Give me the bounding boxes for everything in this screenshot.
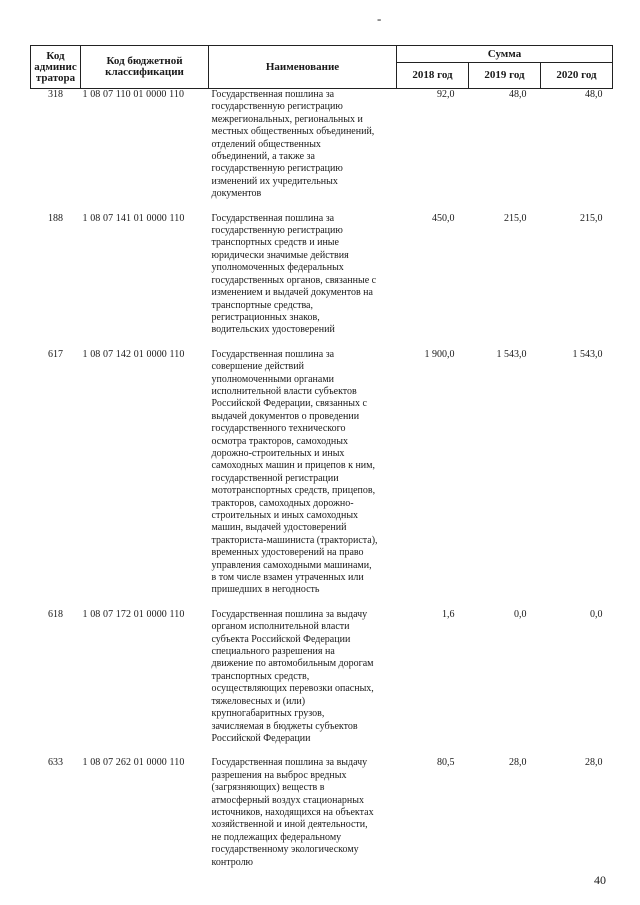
name-line: Российской Федерации, связанных с — [211, 398, 367, 410]
name-cell — [209, 89, 397, 213]
table-row — [31, 213, 613, 349]
name-line: документов — [211, 188, 262, 200]
amount-2020-cell: 28,0 — [585, 757, 603, 769]
name-line: в том числе взамен утраченных или — [211, 572, 364, 584]
name-line: выдачей документов о проведении — [211, 410, 360, 422]
amount-2018-cell: 450,0 — [432, 212, 455, 224]
name-line: государственному экологическому — [211, 844, 359, 856]
header-year-2020: 2020 год — [541, 63, 613, 89]
name-line: транспортных средств, — [211, 670, 310, 682]
admin-code-cell: 318 — [48, 89, 63, 100]
kbk-code-cell: 1 08 07 110 01 0000 110 — [82, 89, 185, 100]
name-line: исполнительной власти субъектов — [211, 385, 357, 397]
name-line: органом исполнительной власти — [211, 621, 350, 633]
name-line: Государственная пошлина за выдачу — [211, 757, 368, 769]
name-line: движение по автомобильным дорогам — [211, 658, 374, 670]
name-cell — [209, 609, 397, 757]
name-line: не подлежащих федеральному — [211, 831, 342, 843]
name-line: государственных органов, связанные с — [211, 274, 377, 286]
name-line: транспортные средства, — [211, 299, 313, 311]
amount-2018-cell: 80,5 — [437, 757, 455, 769]
name-line: источников, находящихся на объектах — [211, 806, 374, 818]
amount-2019-cell: 0,0 — [514, 608, 527, 620]
name-line: Российской Федерации — [211, 732, 311, 744]
name-line: осуществляющих перевозки опасных, — [211, 683, 374, 695]
admin-code-cell: 633 — [48, 757, 63, 769]
header-year-2018: 2018 год — [397, 63, 469, 89]
amount-2018-cell: 1,6 — [442, 608, 455, 620]
amount-2019-cell: 48,0 — [509, 89, 527, 100]
header-name: Наименование — [209, 46, 397, 89]
name-line: государственную регистрацию — [211, 101, 343, 113]
admin-code-cell: 617 — [48, 348, 63, 360]
name-line: юридически значимые действия — [211, 249, 349, 261]
amount-2020-cell: 215,0 — [580, 212, 603, 224]
name-cell — [209, 213, 397, 349]
name-line: объединений, а также за — [211, 151, 315, 163]
name-line: Государственная пошлина за выдачу — [211, 608, 368, 620]
name-line: Государственная пошлина за — [211, 212, 335, 224]
name-line: уполномоченных федеральных — [211, 262, 344, 274]
amount-2020-cell: 1 543,0 — [572, 348, 603, 360]
name-line: атмосферный воздух стационарных — [211, 794, 364, 806]
name-line: зачисляемая в бюджеты субъектов — [211, 720, 358, 732]
name-line: Государственная пошлина за — [211, 89, 335, 100]
name-line: контролю — [211, 856, 254, 868]
name-line: тракториста-машиниста (тракториста), — [211, 534, 378, 546]
amount-2019-cell: 1 543,0 — [496, 348, 527, 360]
name-line: тракторов, самоходных дорожно- — [211, 497, 354, 509]
header-kbk-code: Код бюджетной классификации — [81, 46, 209, 89]
name-line: строительных и иных самоходных — [211, 510, 359, 521]
name-line: отделений общественных — [211, 138, 321, 150]
name-line: государственной регистрации — [211, 472, 339, 484]
admin-code-cell: 188 — [48, 212, 63, 224]
name-line: мототранспортных средств, прицепов, — [211, 485, 376, 497]
amount-2020-cell: 48,0 — [585, 89, 603, 100]
name-line: дорожно-строительных и иных — [211, 447, 345, 459]
name-line: специального разрешения на — [211, 646, 335, 658]
name-line: разрешения на выброс вредных — [211, 769, 347, 781]
name-line: местных общественных объединений, — [211, 126, 375, 138]
name-line: регистрационных знаков, — [211, 311, 320, 323]
name-line: государственного технического — [211, 423, 346, 435]
amount-2018-cell: 92,0 — [437, 89, 455, 100]
name-line: изменений их учредительных — [211, 175, 338, 187]
name-line: (загрязняющих) веществ в — [211, 782, 325, 794]
amount-2020-cell: 0,0 — [590, 608, 603, 620]
header-sum: Сумма — [397, 46, 613, 63]
name-line: крупногабаритных грузов, — [211, 708, 325, 720]
name-line: тяжеловесных и (или) — [211, 695, 306, 707]
name-line: государственную регистрацию — [211, 163, 343, 175]
name-line: пришедших в негодность — [211, 584, 320, 596]
amount-2019-cell: 215,0 — [504, 212, 527, 224]
kbk-code-cell: 1 08 07 142 01 0000 110 — [82, 348, 185, 360]
name-line: водительских удостоверений — [211, 324, 335, 336]
name-line: транспортных средств и иные — [211, 237, 339, 249]
table-row — [31, 609, 613, 757]
name-line: машин, выдачей удостоверений — [211, 522, 347, 534]
name-line: субъекта Российской Федерации — [211, 633, 351, 645]
kbk-code-cell: 1 08 07 262 01 0000 110 — [82, 757, 185, 769]
name-line: государственную регистрацию — [211, 225, 343, 237]
budget-revenue-table — [30, 45, 613, 869]
table-row — [31, 349, 613, 609]
amount-2018-cell: 1 900,0 — [424, 348, 455, 360]
name-line: совершение действий — [211, 361, 304, 373]
top-dash-mark: - — [377, 11, 382, 26]
kbk-code-cell: 1 08 07 141 01 0000 110 — [82, 212, 185, 224]
admin-code-cell: 618 — [48, 608, 63, 620]
header-admin-code: Код админис тратора — [31, 46, 81, 89]
name-line: управления самоходными машинами, — [211, 559, 372, 571]
name-line: хозяйственной и иной деятельности, — [211, 819, 368, 831]
kbk-code-cell: 1 08 07 172 01 0000 110 — [82, 608, 185, 620]
name-line: самоходных машин и прицепов к ним, — [211, 460, 375, 472]
name-line: межрегиональных, региональных и — [211, 113, 363, 125]
name-cell — [209, 757, 397, 869]
name-line: изменением и выдачей документов на — [211, 287, 373, 299]
name-line: временных удостоверений на право — [211, 547, 364, 559]
page-number: 40 — [594, 873, 606, 887]
name-cell — [209, 349, 397, 609]
name-line: Государственная пошлина за — [211, 348, 335, 360]
table-row — [31, 757, 613, 869]
name-line: уполномоченными органами — [211, 373, 335, 385]
amount-2019-cell: 28,0 — [509, 757, 527, 769]
header-year-2019: 2019 год — [469, 63, 541, 89]
table-row — [31, 89, 613, 213]
name-line: осмотра тракторов, самоходных — [211, 435, 348, 447]
